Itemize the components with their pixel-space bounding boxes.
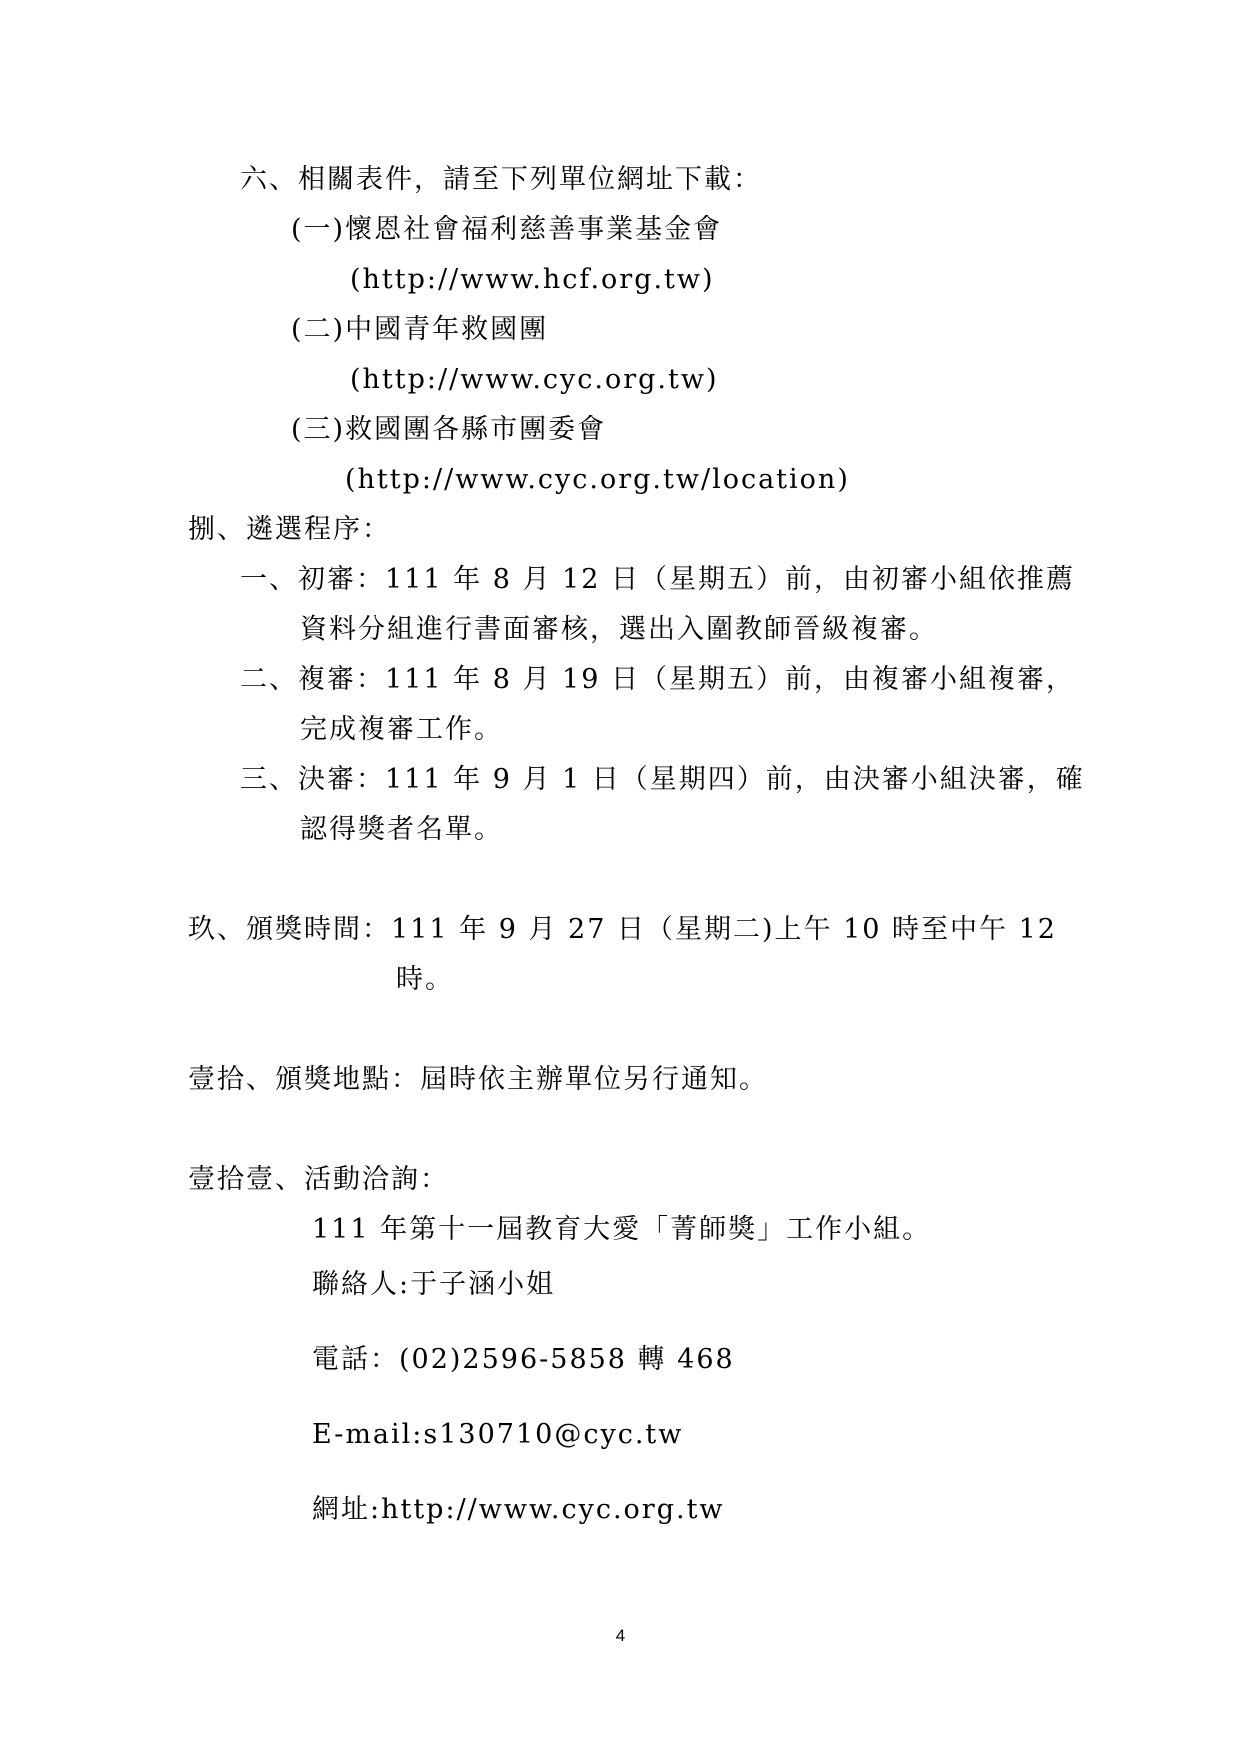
award-time-line-1: 玖、頒獎時間：111 年 9 月 27 日（星期二)上午 10 時至中午 12 — [188, 914, 1057, 945]
award-location: 壹拾、頒獎地點：屆時依主辦單位另行通知。 — [188, 1064, 768, 1095]
page-number: 4 — [615, 1626, 626, 1645]
award-time-line-2: 時。 — [396, 964, 454, 995]
selection-step-2-line-1: 二、複審：111 年 8 月 19 日（星期五）前，由複審小組複審， — [240, 664, 1075, 695]
section-six-heading: 六、相關表件，請至下列單位網址下載： — [240, 164, 762, 195]
contact-phone: 電話：(02)2596-5858 轉 468 — [312, 1344, 735, 1375]
section-six-item-3-url: (http://www.cyc.org.tw/location) — [345, 464, 850, 495]
section-six-item-2-url: (http://www.cyc.org.tw) — [350, 364, 719, 395]
contact-person: 聯絡人:于子涵小姐 — [312, 1269, 556, 1300]
section-six-item-3: (三)救國團各縣市團委會 — [291, 414, 607, 445]
section-eight-heading: 捌、遴選程序： — [188, 514, 391, 545]
section-six-item-2: (二)中國青年救國團 — [291, 314, 549, 345]
selection-step-1-line-2: 資料分組進行書面審核，選出入圍教師晉級複審。 — [300, 614, 938, 645]
contact-website: 網址:http://www.cyc.org.tw — [312, 1494, 725, 1525]
selection-step-3-line-1: 三、決審：111 年 9 月 1 日（星期四）前，由決審小組決審，確 — [240, 764, 1085, 795]
selection-step-3-line-2: 認得獎者名單。 — [300, 814, 503, 845]
section-eleven-heading: 壹拾壹、活動洽詢： — [188, 1164, 449, 1195]
contact-email: E-mail:s130710@cyc.tw — [312, 1419, 684, 1450]
selection-step-1-line-1: 一、初審：111 年 8 月 12 日（星期五）前，由初審小組依推薦 — [240, 564, 1075, 595]
working-group: 111 年第十一屆教育大愛「菁師獎」工作小組。 — [312, 1214, 932, 1245]
selection-step-2-line-2: 完成複審工作。 — [300, 714, 503, 745]
section-six-item-1: (一)懷恩社會福利慈善事業基金會 — [291, 214, 723, 245]
section-six-item-1-url: (http://www.hcf.org.tw) — [350, 264, 715, 295]
